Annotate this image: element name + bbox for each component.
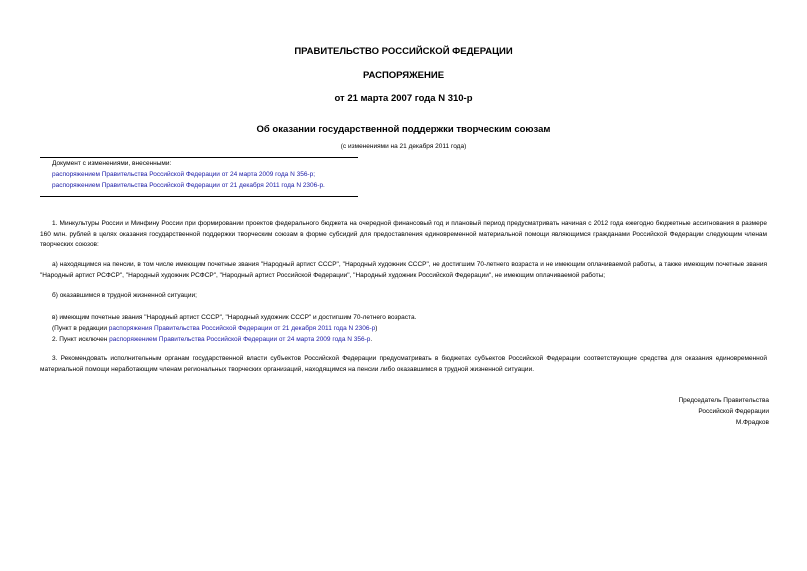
amendment-item-1 — [52, 169, 315, 180]
note-prefix: (Пункт в редакции — [52, 325, 109, 332]
note-suffix: ) — [375, 325, 378, 332]
signature-country: Российской Федерации — [698, 408, 769, 415]
signature-name: М.Фрадков — [735, 419, 769, 426]
signature-position: Председатель Правительства — [678, 397, 769, 404]
document-title: Об оказании государственной поддержки творческим союзам — [256, 124, 551, 135]
amendment-date-note: (с изменениями на 21 декабря 2011 года) — [340, 143, 467, 150]
exclusion-link-2009[interactable]: распоряжением Правительства Российской Федерации от 24 марта 2009 года N 356-р — [109, 336, 371, 343]
paragraph-1v: в) имеющим почетные звания "Народный артист СССР", "Народный художник СССР" и достигшим 70-летнего возраста. — [52, 314, 417, 321]
p2-suffix: . — [370, 336, 373, 343]
date-number: от 21 марта 2007 года N 310-р — [334, 93, 473, 104]
divider-bottom — [40, 196, 358, 197]
paragraph-3: 3. Рекомендовать исполнительным органам государственной власти субъектов Российской Федерации предусматривать в бюджетах субъектов Российской Федерации соответствующие средства для оказания единовременной материальной помощи неработающим членам региональных творческих организаций, находящимся на пенсии либо оказавшимся в трудной жизненной ситуации. — [40, 355, 767, 373]
paragraph-1b: б) оказавшимся в трудной жизненной ситуации; — [52, 292, 197, 299]
p2-prefix: 2. Пункт исключен — [52, 336, 110, 343]
amendment-item-2 — [52, 180, 325, 191]
amendment-link-2011[interactable]: распоряжением Правительства Российской Федерации от 21 декабря 2011 года N 2306-р. — [52, 182, 325, 189]
government-heading: ПРАВИТЕЛЬСТВО РОССИЙСКОЙ ФЕДЕРАЦИИ — [294, 46, 513, 57]
document-type: РАСПОРЯЖЕНИЕ — [362, 70, 445, 81]
paragraph-1a: а) находящимся на пенсии, в том числе имеющим почетные звания "Народный артист СССР", "Народный художник СССР", не достигшим 70-летнего возраста и не имеющим оплачиваемой работы, а также имеющим почетные звания "Народный артист РСФСР", "Народный художник РСФСР", "Народный артист Российской Федерации", "Народный художник Российской Федерации", не имеющим оплачиваемой работы; — [40, 261, 767, 279]
edition-link-2011[interactable]: распоряжения Правительства Российской Федерации от 21 декабря 2011 года N 2306-р — [108, 325, 376, 332]
paragraph-1v-note — [52, 325, 377, 332]
paragraph-2 — [52, 336, 372, 343]
amendments-intro: Документ с изменениями, внесенными: — [52, 160, 172, 167]
amendment-link-2009[interactable]: распоряжением Правительства Российской Федерации от 24 марта 2009 года N 356-р; — [52, 171, 316, 178]
paragraph-1: 1. Минкультуры России и Минфину России при формировании проектов федерального бюджета на очередной финансовый год и плановый период предусматривать начиная с 2012 года ежегодно бюджетные ассигнования в размере 160 млн. рублей в целях оказания государственной поддержки творческим союзам в форме субсидий для предоставления единовременной материальной помощи являющимся гражданами Российской Федерации следующим членам творческих союзов: — [40, 220, 767, 248]
